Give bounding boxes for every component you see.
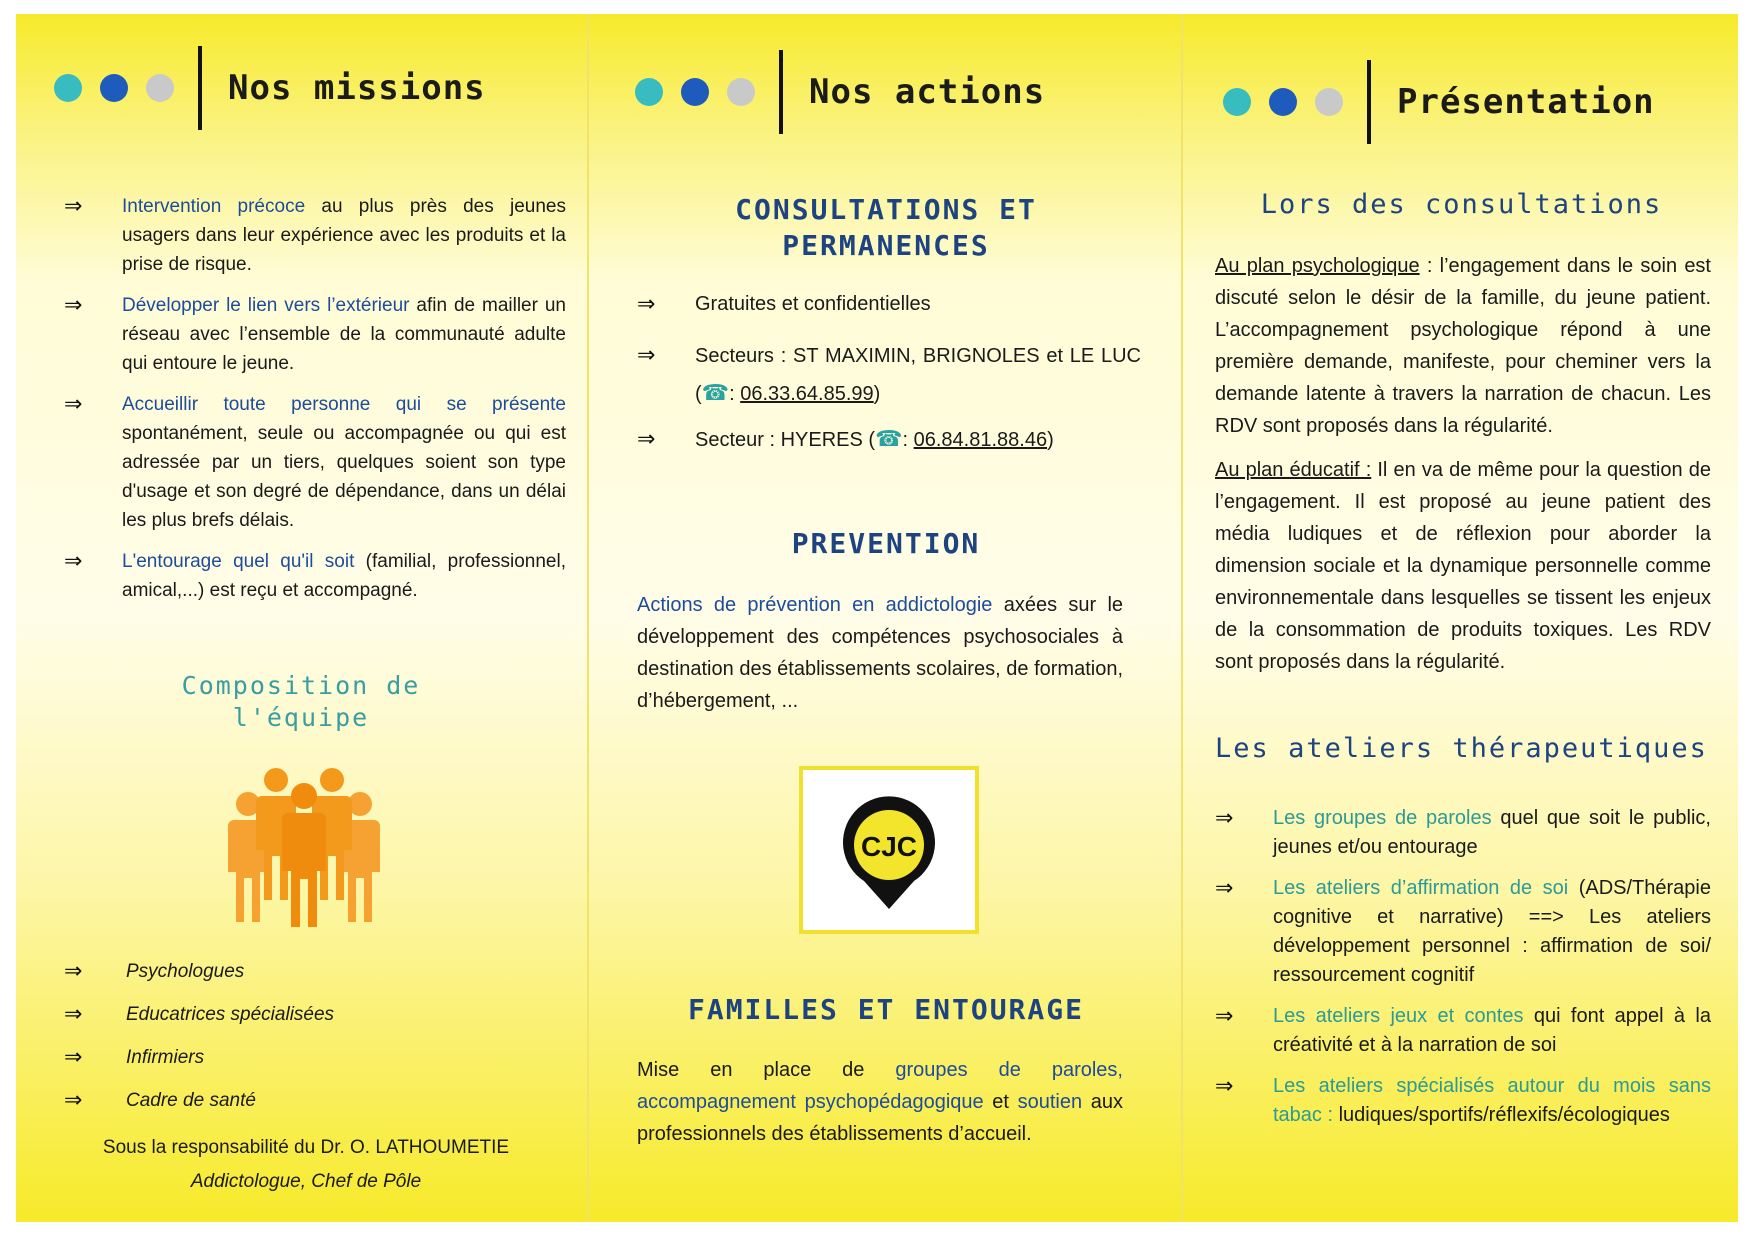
arrow-icon: ⇒ [1215,876,1234,901]
missions-header [54,46,486,130]
header-divider [198,46,202,130]
responsibility-text: Sous la responsabilité du Dr. O. LATHOUMETIE [102,1137,510,1158]
list-item: ⇒ Secteurs : ST MAXIMIN, BRIGNOLES et LE LUC (☎: 06.33.64.85.99) [637,337,1141,413]
list-item: ⇒ Les ateliers d’affirmation de soi (ADS/Thérapie cognitive et narrative) ==> Les ateliers développement personnel : affirmation de soi/ ressourcement cognitif [1215,876,1711,986]
arrow-icon: ⇒ [637,343,656,368]
families-text: Mise en place de groupes de paroles, accompagnement psychopédagogique et soutien aux professionnels des établissements d’accueil. [637,1059,1124,1145]
list-item: ⇒ Les ateliers spécialisés autour du mois sans tabac : ludiques/sportifs/réflexifs/écologiques [1215,1074,1711,1126]
prevention-text: Actions de prévention en addictologie axées sur le développement des compétences psychosociales à destination des établissements scolaires, de formation, d’hébergement, ... [637,594,1124,712]
presentation-header [1223,60,1655,144]
psychological-text: Au plan psychologique : l’engagement dans le soin est discuté selon le désir de la famille, du jeune patient. L’accompagnement psychologique répond à une première demande, manifeste, pour cheminer vers la demande latente à travers la narration de chacun. Les RDV sont proposés dans la régularité. [1215,255,1711,437]
list-item: ⇒ Les ateliers jeux et contes qui font appel à la créativité et à la narration de soi [1215,1004,1711,1056]
consultations-list [637,290,1141,467]
teal-dot-icon [54,74,82,102]
map-pin-icon [834,789,944,911]
phone-icon: ☎ [875,427,903,452]
blue-dot-icon [100,74,128,102]
team-list [64,958,334,1130]
consultations-subtitle: Lors des consultations [1260,189,1663,220]
teal-dot-icon [635,78,663,106]
header-divider [1367,60,1371,144]
team-member: ⇒ Educatrices spécialisées [64,1002,335,1027]
arrow-icon: ⇒ [64,1002,83,1027]
cjc-logo [799,766,979,934]
list-item: ⇒ Développer le lien vers l’extérieur afin de mailler un réseau avec l’ensemble de la communauté adulte qui entoure le jeune. [64,293,566,374]
arrow-icon: ⇒ [1215,1074,1234,1099]
phone-icon: ☎ [701,381,730,406]
grey-dot-icon [727,78,755,106]
panel-presentation [1181,14,1738,1222]
list-item: ⇒ Les groupes de paroles quel que soit le public, jeunes et/ou entourage [1215,806,1711,858]
panel-actions [587,14,1181,1222]
arrow-icon: ⇒ [64,392,83,417]
consultations-title: CONSULTATIONS ET PERMANENCES [735,193,1037,262]
prevention-title: PREVENTION [791,527,981,560]
phone-number-2[interactable]: 06.84.81.88.46 [913,429,1048,451]
arrow-icon: ⇒ [64,549,83,574]
phone-number-1[interactable]: 06.33.64.85.99 [740,383,874,405]
panel-missions [16,14,587,1222]
people-icon [216,766,392,936]
logo-text: CJC [860,831,918,862]
team-member: ⇒ Infirmiers [64,1045,205,1070]
ateliers-title: Les ateliers thérapeutiques [1215,733,1708,764]
arrow-icon: ⇒ [637,292,656,317]
list-item: ⇒ Intervention précoce au plus près des jeunes usagers dans leur expérience avec les produits et la prise de risque. [64,194,566,275]
arrow-icon: ⇒ [637,427,656,452]
educational-text: Au plan éducatif : Il en va de même pour la question de l’engagement. Il est proposé au jeune patient des média ludiques et de réflexion pour aborder la dimension sociale et la dynamique personnelle comme environnementale dans lesquelles se tissent les enjeux de la consommation de produits toxiques. Les RDV sont proposés dans la régularité. [1215,459,1711,673]
blue-dot-icon [1269,88,1297,116]
presentation-title: Présentation [1397,82,1655,122]
team-title: Composition de l'équipe [181,671,421,732]
ateliers-list [1215,804,1711,1142]
arrow-icon: ⇒ [64,959,83,984]
arrow-icon: ⇒ [64,1045,83,1070]
arrow-icon: ⇒ [64,194,83,219]
grey-dot-icon [1315,88,1343,116]
list-item: ⇒ Gratuites et confidentielles [637,292,931,317]
list-item: ⇒ Accueillir toute personne qui se présente spontanément, seule ou accompagnée ou qui est adressée par un tiers, quelques soient son type d'usage et son degré de dépendance, dans un délai les plus brefs délais. [64,392,566,531]
arrow-icon: ⇒ [1215,1004,1234,1029]
header-divider [779,50,783,134]
arrow-icon: ⇒ [1215,806,1234,831]
actions-header [635,50,1045,134]
arrow-icon: ⇒ [64,1088,83,1113]
team-member: ⇒ Psychologues [64,959,245,984]
actions-title: Nos actions [809,72,1046,112]
team-member: ⇒ Cadre de santé [64,1088,256,1113]
missions-list [64,192,566,617]
role-text: Addictologue, Chef de Pôle [190,1171,422,1192]
brochure [16,14,1738,1222]
arrow-icon: ⇒ [64,293,83,318]
blue-dot-icon [681,78,709,106]
list-item: ⇒ Secteur : HYERES (☎: 06.84.81.88.46) [637,427,1054,452]
grey-dot-icon [146,74,174,102]
missions-title: Nos missions [228,68,486,108]
list-item: ⇒ L'entourage quel qu'il soit (familial, professionnel, amical,...) est reçu et accompagné. [64,549,566,601]
families-title: FAMILLES ET ENTOURAGE [687,993,1084,1026]
teal-dot-icon [1223,88,1251,116]
